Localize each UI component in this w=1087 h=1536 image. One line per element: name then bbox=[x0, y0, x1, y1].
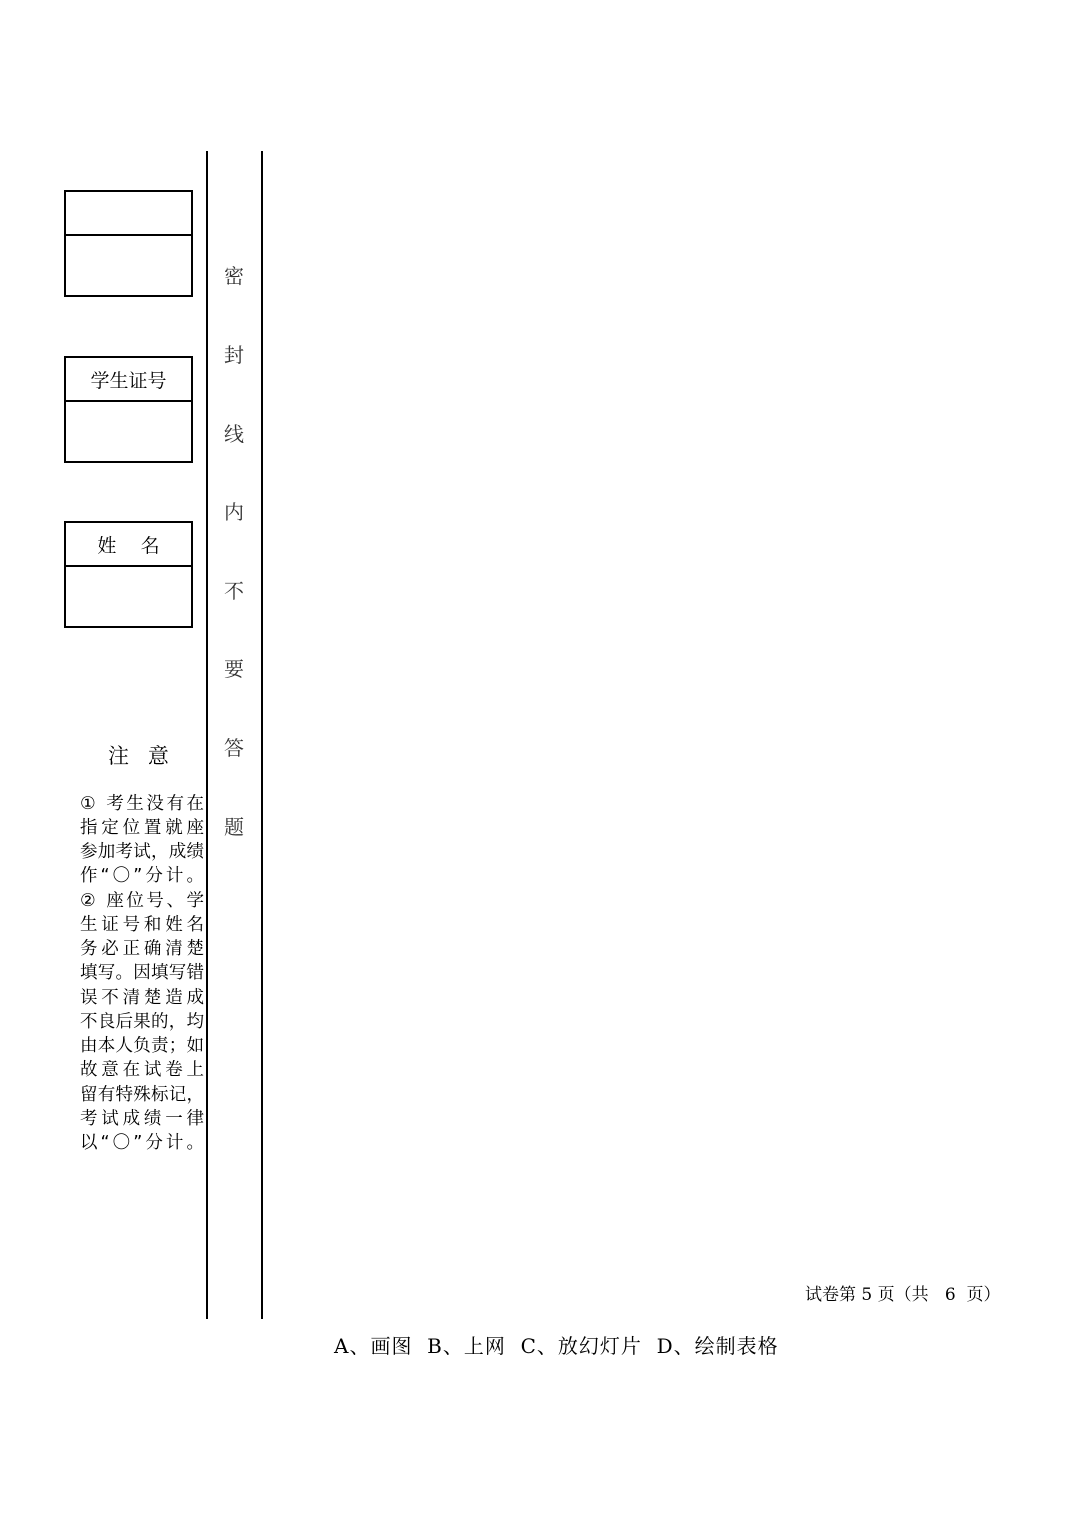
notice-line: 不良后果的，均 bbox=[80, 1012, 204, 1032]
name-label: 姓 名 bbox=[66, 523, 191, 567]
seal-char: 题 bbox=[224, 815, 244, 839]
seat-number-label bbox=[66, 192, 191, 236]
notice-line: 以“〇”分计。 bbox=[80, 1133, 204, 1153]
notice-title: 注意 bbox=[108, 744, 188, 768]
seat-number-box bbox=[64, 190, 193, 297]
seal-char: 线 bbox=[224, 422, 244, 446]
student-id-label: 学生证号 bbox=[66, 358, 191, 402]
page-number: 试卷第 5 页（共 6 页） bbox=[805, 1285, 1001, 1305]
notice-line: ① 考生没有在 bbox=[80, 794, 204, 814]
seat-number-field bbox=[66, 236, 191, 295]
notice-line: 填写。因填写错 bbox=[80, 963, 204, 983]
seal-char: 要 bbox=[224, 657, 244, 681]
notice-line: 误不清楚造成 bbox=[80, 988, 204, 1008]
notice-line: 作“〇”分计。 bbox=[80, 866, 204, 886]
student-id-field bbox=[66, 402, 191, 461]
name-field bbox=[66, 567, 191, 626]
notice-line: 故意在试卷上 bbox=[80, 1060, 204, 1080]
notice-line: ② 座位号、学 bbox=[80, 891, 204, 911]
answer-options: A、画图 B、上网 C、放幻灯片 D、绘制表格 bbox=[334, 1334, 779, 1358]
seal-char: 答 bbox=[224, 736, 244, 760]
notice-line: 生证号和姓名 bbox=[80, 915, 204, 935]
name-box bbox=[64, 521, 193, 628]
seal-char: 密 bbox=[224, 264, 244, 288]
seal-char: 封 bbox=[224, 343, 244, 367]
seal-char: 不 bbox=[224, 579, 244, 603]
notice-line: 留有特殊标记， bbox=[80, 1085, 204, 1105]
student-id-box bbox=[64, 356, 193, 463]
notice-line: 考试成绩一律 bbox=[80, 1109, 204, 1129]
seal-line-left bbox=[206, 151, 208, 1319]
seal-char: 内 bbox=[224, 500, 244, 524]
notice-line: 务必正确清楚 bbox=[80, 939, 204, 959]
seal-line-right bbox=[261, 151, 263, 1319]
notice-line: 参加考试，成绩 bbox=[80, 842, 204, 862]
notice-line: 指定位置就座 bbox=[80, 818, 204, 838]
notice-line: 由本人负责；如 bbox=[80, 1036, 204, 1056]
